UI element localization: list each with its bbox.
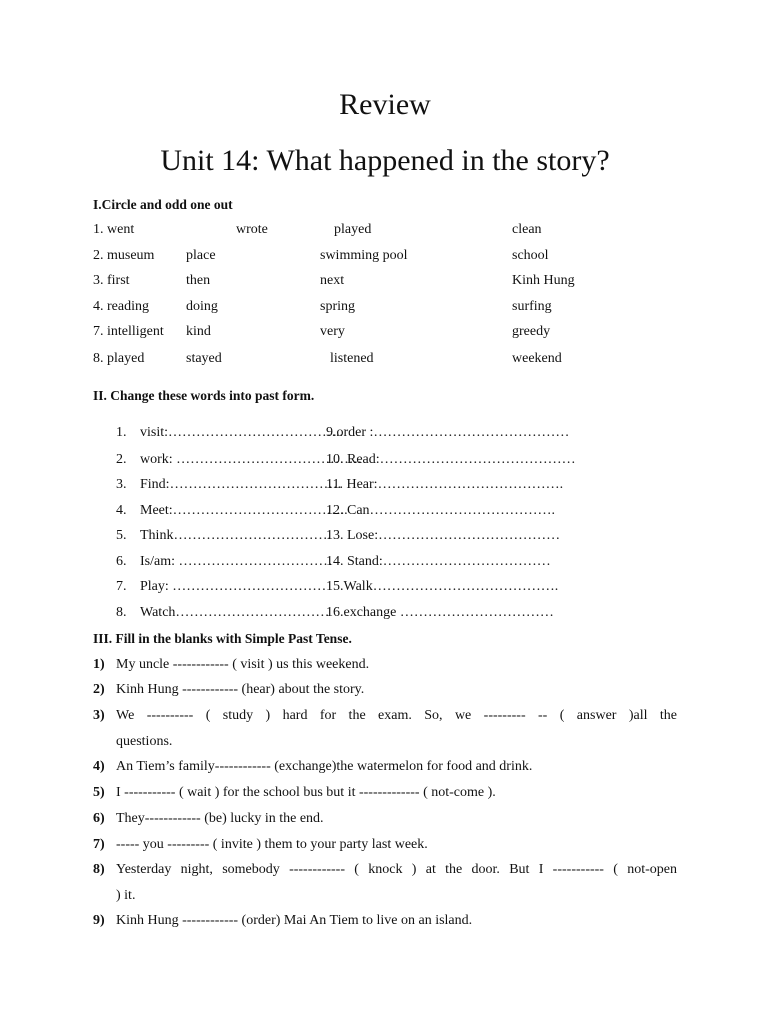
odd-one-out-word: wrote [236,222,268,237]
odd-one-out-word: school [512,248,549,263]
past-form-item: 16.exchange …………………………… [326,605,554,620]
past-form-number: 8. [116,605,127,620]
past-form-item: work: …………………………………. [140,452,362,467]
question-text: ----- you --------- ( invite ) them to your party last week. [116,837,428,852]
question-number: 6) [93,811,105,826]
past-form-item: 15.Walk…………………………………. [326,579,559,594]
page-title: Review [339,88,431,121]
section-2-heading: II. Change these words into past form. [93,388,315,403]
question-text: Yesterday night, somebody ------------ ( knock ) at the door. But I ----------- ( not-open [116,862,677,877]
odd-one-out-word: very [320,324,345,339]
question-number: 5) [93,785,105,800]
odd-one-out-word: then [186,273,211,288]
past-form-number: 4. [116,503,127,518]
question-text-continued: questions. [116,734,173,749]
odd-one-out-word: next [320,273,345,288]
odd-one-out-word: 4. reading [93,299,149,314]
past-form-item: Is/am: …………………………… [140,554,333,569]
odd-one-out-word: doing [186,299,218,314]
question-text: We ---------- ( study ) hard for the exam. So, we --------- -- ( answer )all the [116,708,677,723]
odd-one-out-word: swimming pool [320,248,408,263]
past-form-item: 11. Hear:…………………………………. [326,477,564,492]
question-number: 2) [93,682,105,697]
past-form-item: 14. Stand:……………………………… [326,554,551,569]
past-form-item: 12. Can…………………………………. [326,503,556,518]
odd-one-out-word: 1. went [93,222,135,237]
section-1-heading: I.Circle and odd one out [93,197,233,212]
odd-one-out-word: place [186,248,216,263]
section-3-heading: III. Fill in the blanks with Simple Past Tense. [93,631,352,646]
question-text-continued: ) it. [116,888,136,903]
odd-one-out-word: 3. first [93,273,130,288]
past-form-item: Play: …………………………… [140,579,327,594]
past-form-item: Find:………………………………. [140,477,342,492]
past-form-number: 1. [116,425,127,440]
question-text: They------------ (be) lucky in the end. [116,811,324,826]
past-form-item: 9.order :…………………………………… [326,425,570,440]
past-form-item: Think……………………………. [140,528,331,543]
odd-one-out-word: greedy [512,324,551,339]
question-number: 3) [93,708,105,723]
odd-one-out-word: listened [330,351,374,366]
question-text: My uncle ------------ ( visit ) us this weekend. [116,657,370,672]
question-text: I ----------- ( wait ) for the school bus but it ------------- ( not-come ). [116,785,496,800]
past-form-item: visit:……………………………….. [140,425,344,440]
page-subtitle: Unit 14: What happened in the story? [160,144,610,177]
past-form-item: 10. Read:…………………………………… [326,452,576,467]
question-text: An Tiem’s family------------ (exchange)the watermelon for food and drink. [116,759,533,774]
odd-one-out-word: played [334,222,372,237]
past-form-number: 2. [116,452,127,467]
past-form-item: Meet:……………………………….. [140,503,348,518]
odd-one-out-word: Kinh Hung [512,273,575,288]
past-form-number: 5. [116,528,127,543]
odd-one-out-word: weekend [512,351,562,366]
odd-one-out-word: 8. played [93,351,145,366]
past-form-item: Watch…………………………… [140,605,330,620]
question-number: 4) [93,759,105,774]
past-form-item: 13. Lose:………………………………… [326,528,561,543]
question-number: 7) [93,837,105,852]
question-number: 8) [93,862,105,877]
past-form-number: 7. [116,579,127,594]
odd-one-out-word: surfing [512,299,552,314]
odd-one-out-word: stayed [186,351,222,366]
past-form-number: 3. [116,477,127,492]
question-number: 9) [93,913,105,928]
odd-one-out-word: spring [320,299,355,314]
question-text: Kinh Hung ------------ (order) Mai An Tiem to live on an island. [116,913,473,928]
odd-one-out-word: kind [186,324,211,339]
odd-one-out-word: clean [512,222,542,237]
past-form-number: 6. [116,554,127,569]
odd-one-out-word: 2. museum [93,248,155,263]
question-text: Kinh Hung ------------ (hear) about the story. [116,682,365,697]
question-number: 1) [93,657,105,672]
odd-one-out-word: 7. intelligent [93,324,164,339]
